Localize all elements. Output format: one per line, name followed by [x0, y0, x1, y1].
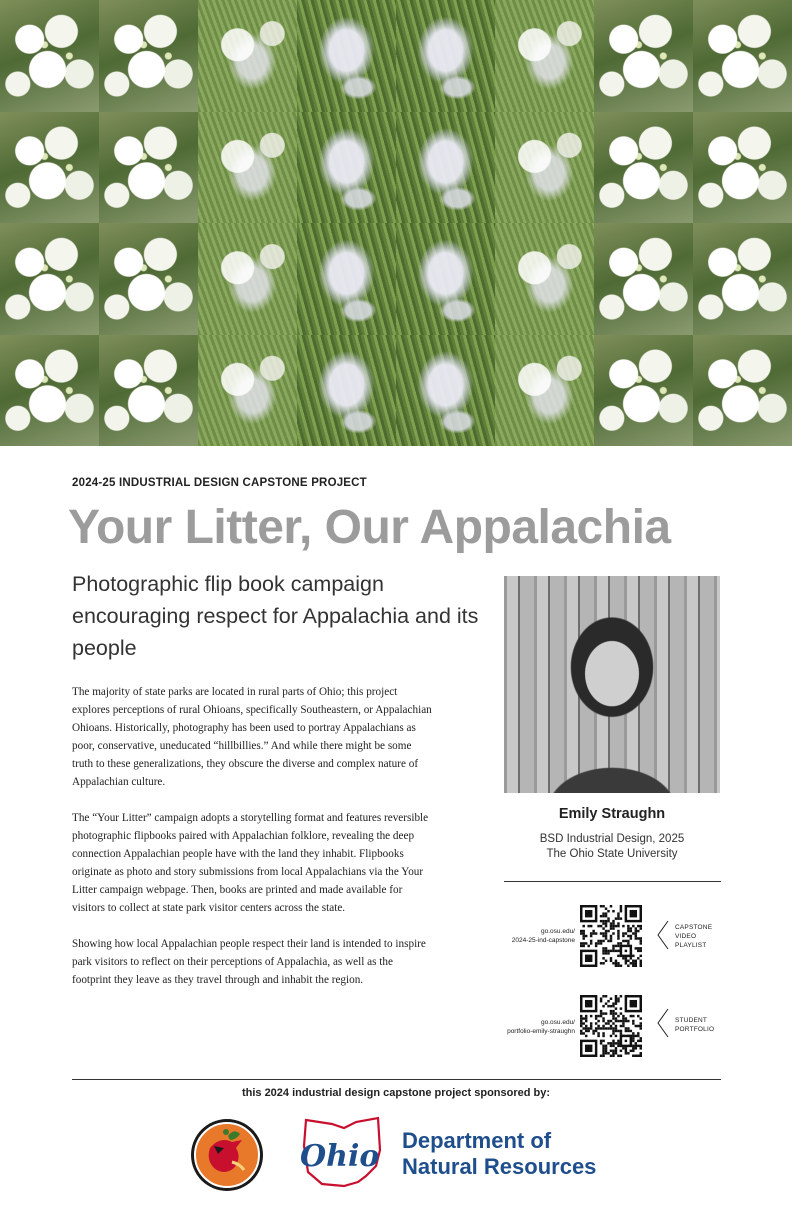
dnr-line: Natural Resources — [402, 1154, 597, 1179]
banner-photo-tile — [594, 0, 693, 112]
qr-label-line: VIDEO — [675, 933, 697, 940]
banner-photo-tile — [198, 223, 297, 335]
student-name: Emily Straughn — [558, 806, 666, 822]
qr-label-line: CAPSTONE — [675, 924, 713, 931]
ohio-state-outline-logo-icon — [292, 1116, 392, 1192]
dnr-logo-text — [402, 1128, 596, 1180]
banner-photo-tile — [495, 0, 594, 112]
qr-label-playlist — [675, 923, 712, 950]
banner-photo-tile — [198, 0, 297, 112]
banner-photo-tile — [99, 0, 198, 112]
banner-photo-tile — [99, 335, 198, 447]
cardinal-logo-icon — [190, 1118, 264, 1192]
banner-photo-tile — [693, 112, 792, 224]
divider — [72, 1079, 721, 1080]
banner-photo-tile — [297, 223, 396, 335]
qr-url-line: 2024-25-ind-capstone — [511, 937, 575, 944]
banner-photo-tile — [693, 0, 792, 112]
banner-photo-tile — [495, 335, 594, 447]
project-kicker: 2024-25 INDUSTRIAL DESIGN CAPSTONE PROJECT — [72, 477, 367, 489]
qr-label-line: PLAYLIST — [675, 942, 707, 949]
banner-photo-tile — [396, 112, 495, 224]
qr-label-line: PORTFOLIO — [675, 1026, 715, 1033]
banner-photo-tile — [693, 335, 792, 447]
page-subtitle: Photographic flip book campaign encouraging respect for Appalachia and its people — [72, 572, 479, 660]
divider — [504, 881, 721, 882]
qr-url-portfolio — [505, 1018, 575, 1036]
qr-label-portfolio — [675, 1016, 714, 1034]
description-paragraph: Showing how local Appalachian people respect their land is intended to inspire park visitors to reflect on their perceptions of Appalachia, as well as the footprint they leave as they travel through and inhabit the region. — [72, 938, 426, 986]
qr-code-icon[interactable] — [580, 995, 642, 1057]
chevron-left-icon — [656, 920, 670, 950]
ohio-logo-script: Ohio — [300, 1139, 380, 1174]
banner-photo-tile — [0, 223, 99, 335]
photo-banner — [0, 0, 792, 446]
student-portrait — [504, 576, 720, 793]
banner-photo-tile — [0, 335, 99, 447]
project-description — [72, 683, 434, 1007]
banner-photo-tile — [594, 223, 693, 335]
banner-photo-tile — [495, 112, 594, 224]
banner-photo-tile — [594, 335, 693, 447]
banner-photo-tile — [396, 335, 495, 447]
page-title: Your Litter, Our Appalachia — [68, 501, 671, 554]
sponsor-line: this 2024 industrial design capstone project sponsored by: — [241, 1087, 551, 1099]
banner-photo-tile — [0, 0, 99, 112]
banner-photo-tile — [198, 112, 297, 224]
qr-url-line: portfolio-emily-straughn — [507, 1028, 575, 1035]
banner-photo-tile — [297, 335, 396, 447]
qr-url-playlist — [505, 927, 575, 945]
qr-url-line: go.osu.edu/ — [541, 928, 575, 935]
dnr-line: Department of — [402, 1128, 552, 1153]
banner-photo-tile — [495, 223, 594, 335]
student-school: The Ohio State University — [546, 848, 678, 860]
banner-photo-tile — [99, 223, 198, 335]
qr-url-line: go.osu.edu/ — [541, 1019, 575, 1026]
chevron-left-icon — [656, 1008, 670, 1038]
description-paragraph: The majority of state parks are located in rural parts of Ohio; this project explores perceptions of rural Ohioans, specifically Southeastern, or Appalachian Ohioans. Historically, photography has been used to portray Appalachians as poor, conservative, uneducated “hillbillies.” And while there might be some truth to these generalizations, they obscure the diverse and complex nature of Appalachian culture. — [72, 686, 432, 788]
student-degree: BSD Industrial Design, 2025 — [539, 833, 685, 845]
student-credentials — [504, 832, 720, 862]
banner-photo-tile — [693, 223, 792, 335]
banner-photo-tile — [594, 112, 693, 224]
banner-photo-tile — [198, 335, 297, 447]
qr-code-icon[interactable] — [580, 905, 642, 967]
banner-photo-tile — [297, 0, 396, 112]
description-paragraph: The “Your Litter” campaign adopts a storytelling format and features reversible photographic flipbooks paired with Appalachian folklore, revealing the deep connection Appalachian people have with the land they inhabit. Flipbooks originate as photo and story submissions from local Appalachians via the Your Litter campaign webpage. Then, books are printed and made available for visitors to collect at state park visitor centers across the state. — [72, 812, 429, 914]
qr-label-line: STUDENT — [675, 1017, 708, 1024]
banner-photo-tile — [0, 112, 99, 224]
banner-photo-tile — [297, 112, 396, 224]
banner-photo-tile — [396, 223, 495, 335]
banner-photo-tile — [396, 0, 495, 112]
banner-photo-tile — [99, 112, 198, 224]
